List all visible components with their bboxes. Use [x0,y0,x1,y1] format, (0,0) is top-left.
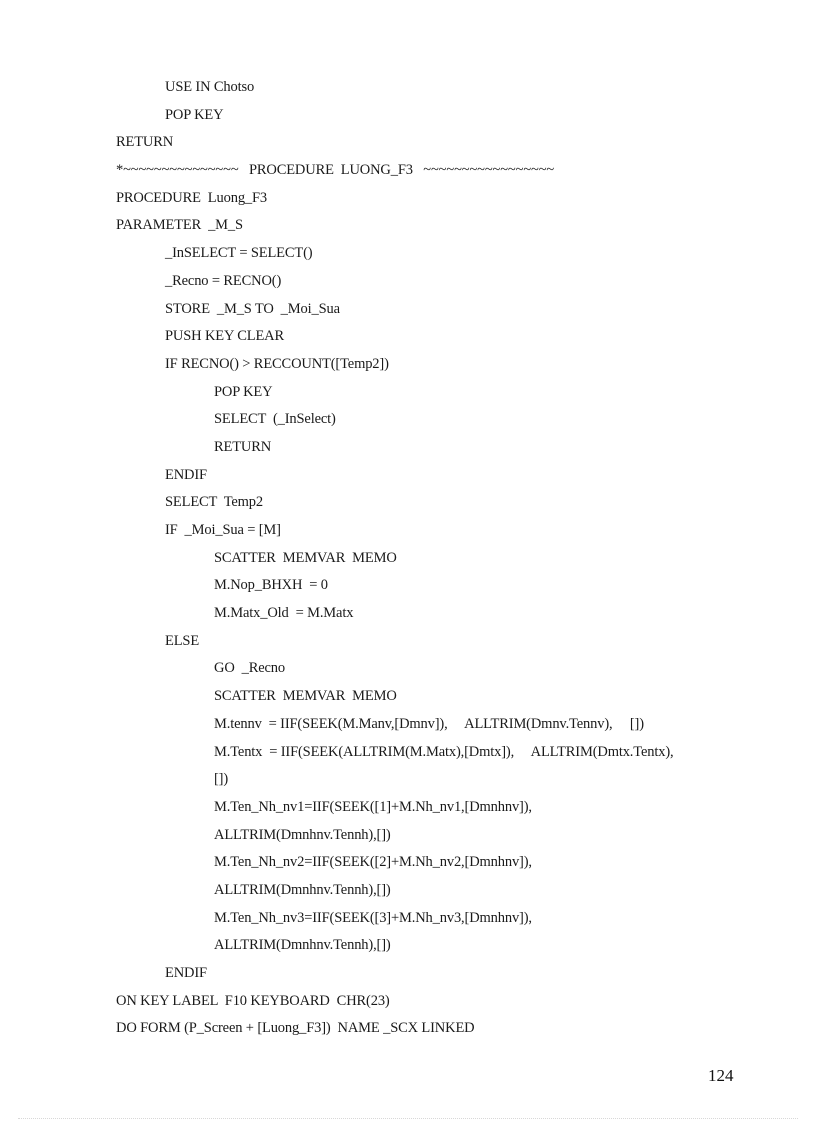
code-line: *~~~~~~~~~~~~~~~ PROCEDURE LUONG_F3 ~~~~~~~~~~~~~~~~~ [116,162,555,179]
code-line: STORE _M_S TO _Moi_Sua [165,300,340,317]
code-line: SCATTER MEMVAR MEMO [214,688,397,705]
code-line: GO _Recno [214,660,285,677]
footer-divider [18,1118,798,1119]
code-line: IF RECNO() > RECCOUNT([Temp2]) [165,355,389,372]
code-line: ELSE [165,632,200,649]
code-line: ENDIF [165,965,207,981]
code-line: ON KEY LABEL F10 KEYBOARD CHR(23) [116,992,390,1009]
code-line: _Recno = RECNO() [165,272,282,289]
code-line: M.tennv = IIF(SEEK(M.Manv,[Dmnv]), ALLTRIM(Dmnv.Tennv), []) [214,715,644,732]
code-line: ALLTRIM(Dmnhnv.Tennh),[]) [214,937,391,954]
code-line: ENDIF [165,466,207,483]
code-line: ALLTRIM(Dmnhnv.Tennh),[]) [214,826,391,843]
code-line: M.Ten_Nh_nv3=IIF(SEEK([3]+M.Nh_nv3,[Dmnhnv]), [214,909,532,926]
code-line: IF _Moi_Sua = [M] [165,522,281,538]
code-line: USE IN Chotso [165,79,255,95]
code-line: RETURN [214,438,272,455]
code-line: []) [214,771,229,788]
code-line: POP KEY [214,383,273,400]
code-line: M.Ten_Nh_nv1=IIF(SEEK([1]+M.Nh_nv1,[Dmnhnv]), [214,798,532,815]
page-number: 124 [708,1066,734,1085]
code-line: SCATTER MEMVAR MEMO [214,549,397,566]
code-line: PARAMETER _M_S [116,217,243,234]
code-listing [116,74,776,1043]
code-line: DO FORM (P_Screen + [Luong_F3]) NAME _SCX LINKED [116,1020,475,1037]
code-line: M.Matx_Old = M.Matx [214,605,354,622]
code-line: POP KEY [165,106,224,123]
code-line: PROCEDURE Luong_F3 [116,189,268,206]
code-line: SELECT (_InSelect) [214,411,336,428]
code-line: RETURN [116,134,174,151]
code-line: ALLTRIM(Dmnhnv.Tennh),[]) [214,881,391,898]
code-line: SELECT Temp2 [165,494,263,511]
code-line: PUSH KEY CLEAR [165,328,285,345]
code-line: M.Ten_Nh_nv2=IIF(SEEK([2]+M.Nh_nv2,[Dmnhnv]), [214,854,532,871]
code-line: _InSELECT = SELECT() [165,245,313,262]
code-line: M.Tentx = IIF(SEEK(ALLTRIM(M.Matx),[Dmtx]), ALLTRIM(Dmtx.Tentx), [214,743,674,760]
code-line: M.Nop_BHXH = 0 [214,577,328,594]
